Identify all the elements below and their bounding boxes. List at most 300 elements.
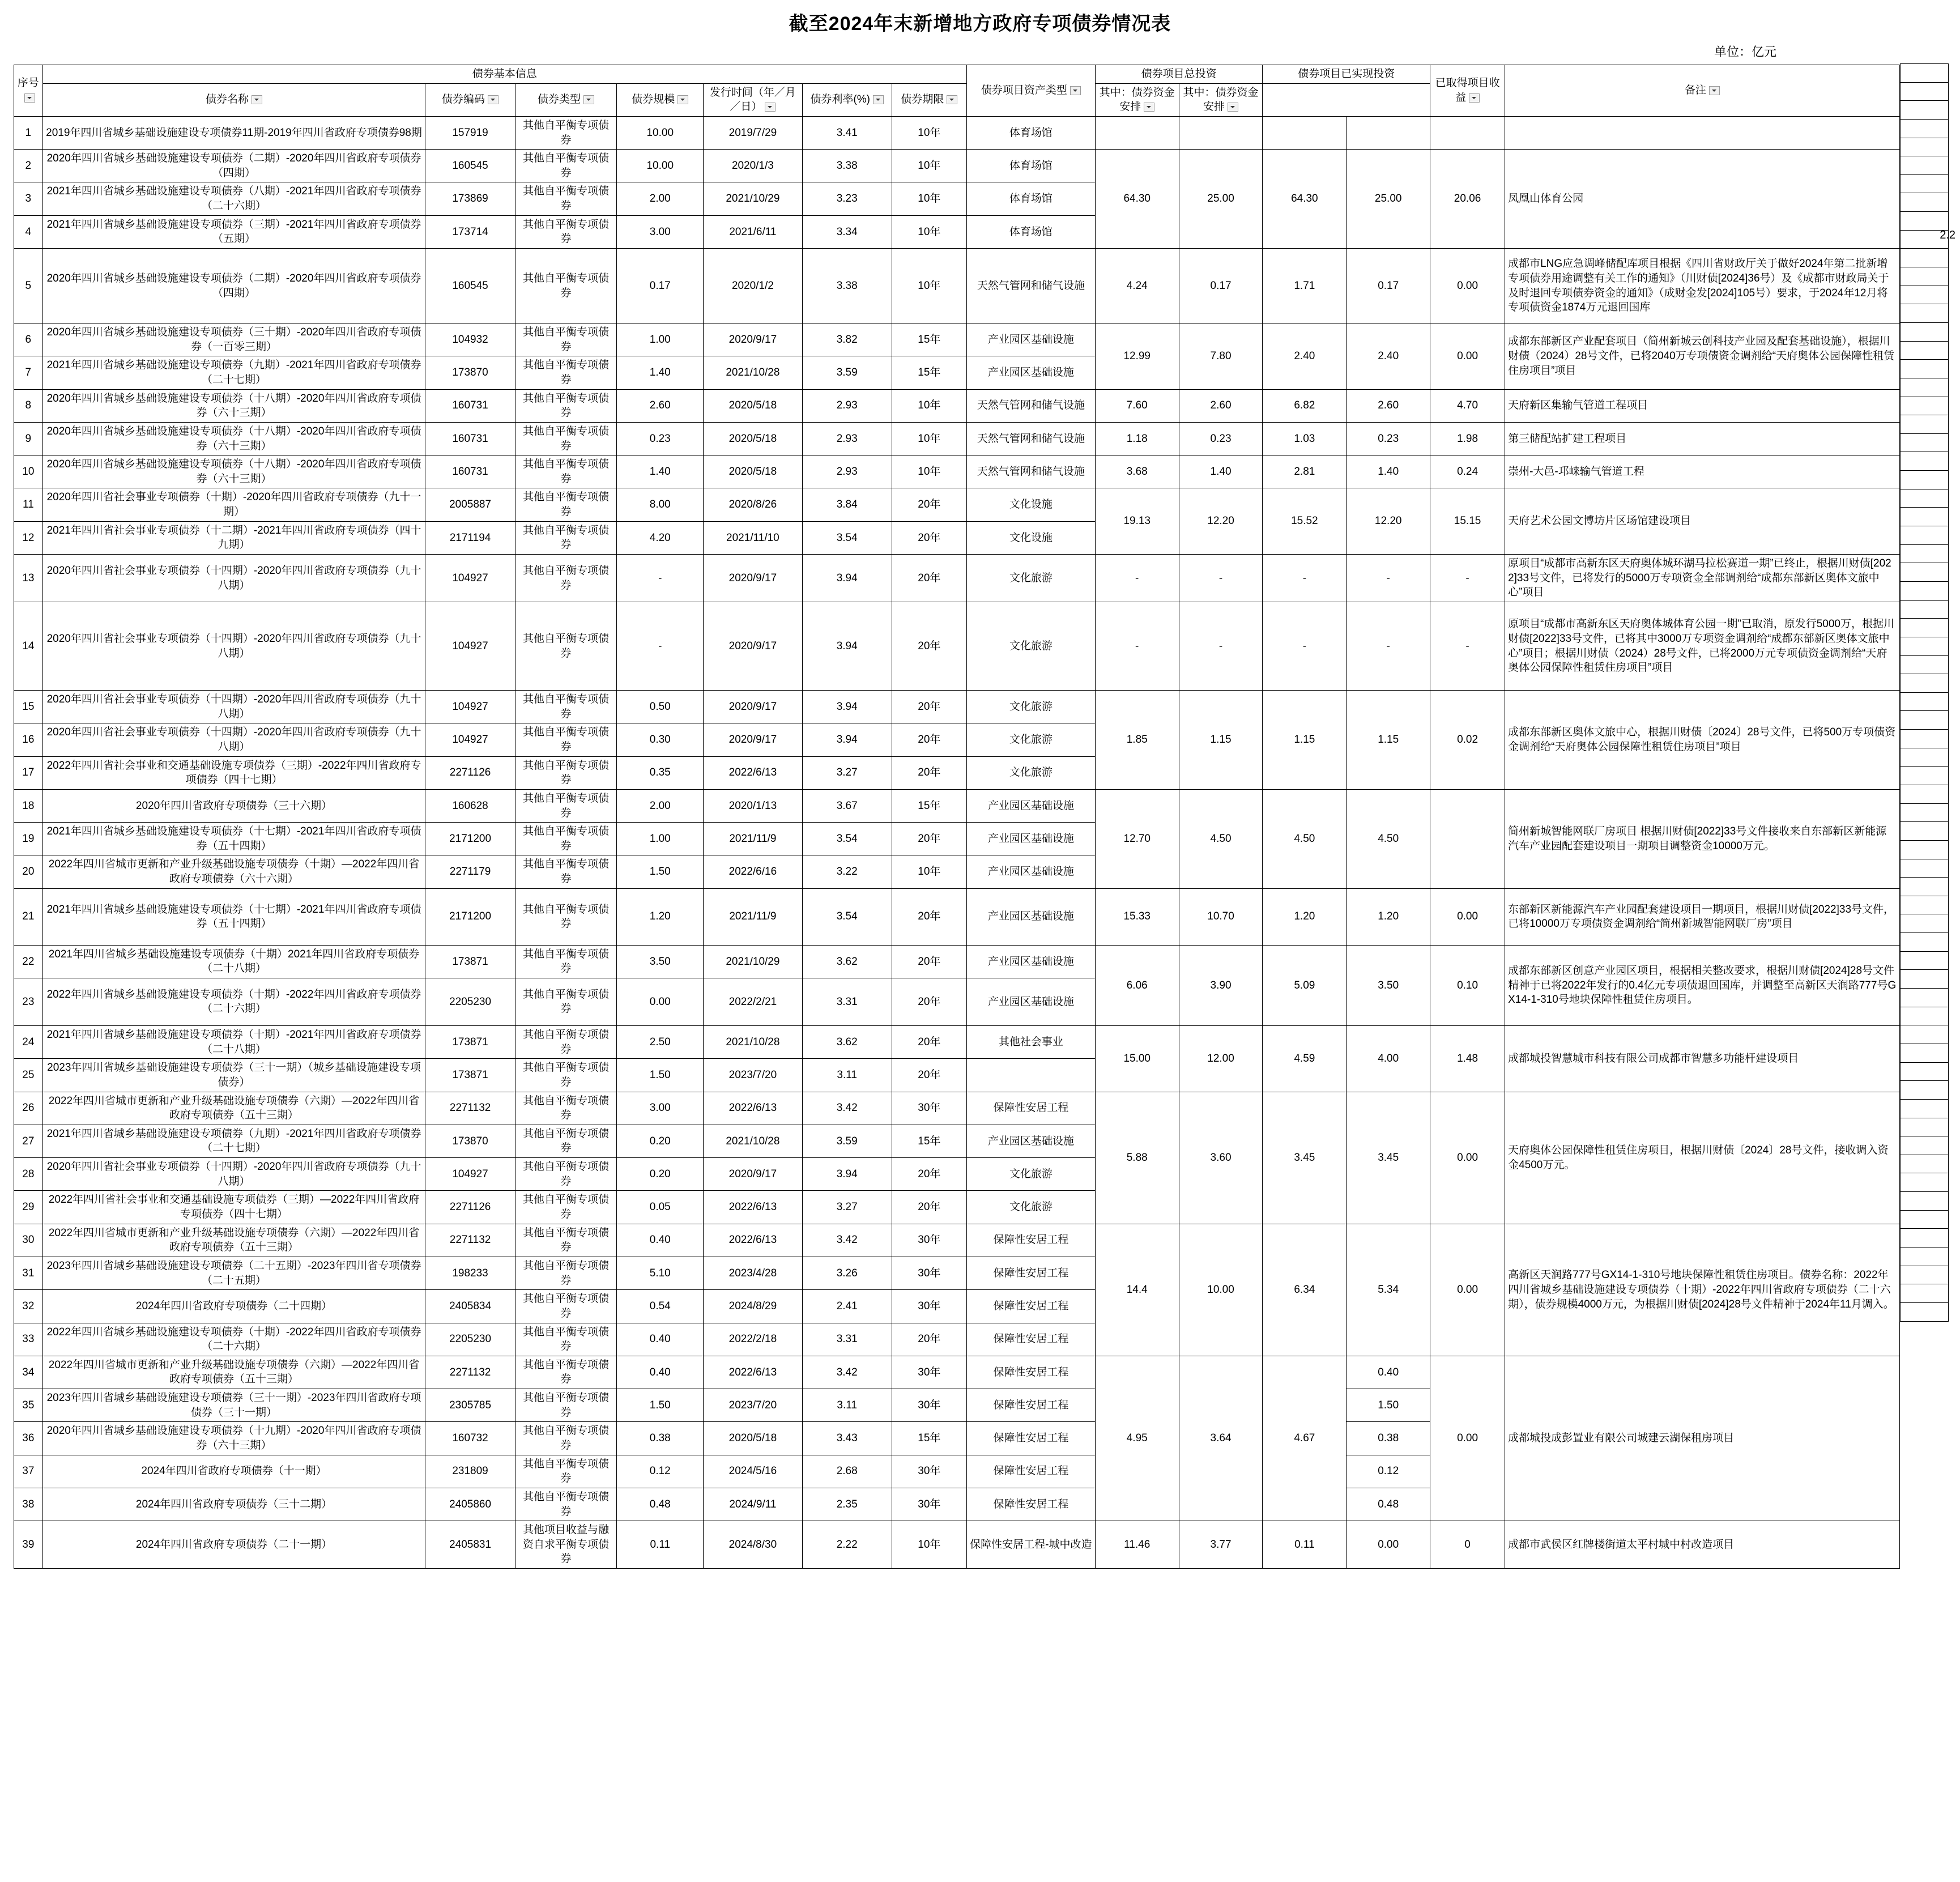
cell-total-invest: 3.68	[1095, 455, 1179, 488]
cell-total-invest-sub: 0.17	[1179, 249, 1263, 323]
cell-term: 20年	[892, 1191, 966, 1224]
cell-bond-name: 2022年四川省城乡基础设施建设专项债券（十期）-2022年四川省政府专项债券（二十六期）	[42, 1323, 425, 1356]
empty-grid-row	[1901, 508, 1949, 526]
cell-issue-date: 2020/1/13	[704, 789, 802, 822]
table-row[interactable]	[14, 1356, 1900, 1389]
empty-cell[interactable]	[1901, 1007, 1949, 1025]
header-bond-code-label: 债券编码	[442, 93, 485, 106]
empty-cell[interactable]	[1901, 581, 1949, 600]
cell-asset-type: 保障性安居工程	[966, 1092, 1095, 1125]
cell-bond-type: 其他自平衡专项债券	[515, 116, 616, 149]
cell-total-invest-sub: 1.40	[1179, 455, 1263, 488]
empty-grid-row	[1901, 489, 1949, 508]
cell-bond-scale: 1.00	[617, 323, 704, 356]
empty-cell[interactable]	[1901, 859, 1949, 878]
filter-icon[interactable]	[873, 95, 884, 104]
empty-cell[interactable]	[1901, 1302, 1949, 1321]
cell-term: 20年	[892, 978, 966, 1025]
cell-total-invest	[1095, 116, 1179, 149]
cell-bond-scale: 0.50	[617, 691, 704, 723]
cell-bond-code: 104927	[425, 1158, 515, 1191]
empty-cell[interactable]	[1901, 1136, 1949, 1155]
empty-cell[interactable]	[1901, 637, 1949, 655]
empty-cell[interactable]	[1901, 674, 1949, 693]
cell-rate: 3.38	[802, 150, 892, 182]
cell-total-invest: 15.00	[1095, 1025, 1179, 1092]
cell-rate: 3.31	[802, 1323, 892, 1356]
table-row[interactable]	[14, 249, 1900, 323]
cell-asset-type: 天然气管网和储气设施	[966, 422, 1095, 455]
table-row[interactable]	[14, 1092, 1900, 1125]
cell-done-invest-sub: 1.15	[1347, 691, 1430, 790]
cell-done-invest-sub: 4.50	[1347, 789, 1430, 888]
cell-seq: 7	[14, 356, 43, 389]
filter-icon[interactable]	[1228, 103, 1238, 112]
empty-cell[interactable]	[1901, 471, 1949, 489]
cell-rate: 3.84	[802, 488, 892, 521]
cell-bond-name: 2020年四川省社会事业专项债券（十四期）-2020年四川省政府专项债券（九十八期）	[42, 691, 425, 723]
cell-bond-type: 其他自平衡专项债券	[515, 602, 616, 691]
header-issue-date	[704, 83, 802, 116]
cell-bond-name: 2020年四川省社会事业专项债券（十四期）-2020年四川省政府专项债券（九十八期）	[42, 602, 425, 691]
empty-cell[interactable]	[1901, 692, 1949, 711]
cell-income: 0.10	[1430, 945, 1505, 1025]
cell-term: 20年	[892, 555, 966, 602]
cell-total-invest-sub: 0.23	[1179, 422, 1263, 455]
cell-term: 20年	[892, 1059, 966, 1092]
empty-cell[interactable]	[1901, 785, 1949, 803]
empty-grid-row	[1901, 1099, 1949, 1118]
filter-icon[interactable]	[678, 95, 688, 104]
cell-total-invest: 4.24	[1095, 249, 1179, 323]
empty-cell[interactable]	[1901, 267, 1949, 286]
cell-bond-name: 2021年四川省城乡基础设施建设专项债券（十七期）-2021年四川省政府专项债券（五十四期）	[42, 823, 425, 855]
header-total-sub-label: 其中：债券资金安排	[1099, 86, 1175, 113]
empty-cell[interactable]	[1901, 508, 1949, 526]
cell-issue-date: 2021/10/29	[704, 182, 802, 215]
empty-cell[interactable]	[1901, 489, 1949, 508]
cell-seq: 3	[14, 182, 43, 215]
cell-bond-name: 2023年四川省城乡基础设施建设专项债券（三十一期）-2023年四川省政府专项债券（三十一期）	[42, 1389, 425, 1422]
cell-rate: 2.93	[802, 422, 892, 455]
cell-total-invest: 4.95	[1095, 1356, 1179, 1521]
filter-icon[interactable]	[252, 95, 262, 104]
cell-seq: 13	[14, 555, 43, 602]
cell-bond-code: 2405831	[425, 1521, 515, 1569]
empty-cell[interactable]	[1901, 360, 1949, 378]
cell-rate: 2.35	[802, 1488, 892, 1521]
empty-grid-row	[1901, 878, 1949, 896]
empty-cell[interactable]	[1901, 452, 1949, 471]
empty-cell[interactable]	[1901, 840, 1949, 859]
empty-cell[interactable]	[1901, 1044, 1949, 1062]
cell-done-invest-sub: 0.38	[1347, 1422, 1430, 1455]
cell-rate: 3.94	[802, 555, 892, 602]
cell-rate: 3.59	[802, 1125, 892, 1157]
empty-cell[interactable]	[1901, 1284, 1949, 1303]
cell-bond-code: 2005887	[425, 488, 515, 521]
cell-issue-date: 2022/6/13	[704, 1092, 802, 1125]
cell-total-invest-sub	[1179, 116, 1263, 149]
cell-remark: 天府奥体公园保障性租赁住房项目，根据川财债〔2024〕28号文件，接收调入资金4500万元。	[1505, 1092, 1900, 1224]
filter-icon[interactable]	[24, 93, 35, 103]
cell-bond-name: 2020年四川省城乡基础设施建设专项债券（十八期）-2020年四川省政府专项债券（六十三期）	[42, 422, 425, 455]
empty-cell[interactable]	[1901, 397, 1949, 415]
empty-cell[interactable]	[1901, 1266, 1949, 1284]
cell-bond-scale: 5.10	[617, 1257, 704, 1289]
cell-bond-code: 2405860	[425, 1488, 515, 1521]
cell-bond-code: 2171200	[425, 888, 515, 945]
empty-cell[interactable]	[1901, 914, 1949, 933]
empty-cell[interactable]	[1901, 951, 1949, 970]
cell-term: 10年	[892, 422, 966, 455]
empty-cell[interactable]	[1901, 341, 1949, 360]
cell-bond-type: 其他自平衡专项债券	[515, 691, 616, 723]
cell-done-invest: 4.59	[1263, 1025, 1347, 1092]
cell-income: 0.24	[1430, 455, 1505, 488]
table-row[interactable]	[14, 945, 1900, 978]
filter-icon[interactable]	[947, 95, 957, 104]
cell-bond-scale: 2.50	[617, 1025, 704, 1058]
cell-bond-type: 其他自平衡专项债券	[515, 323, 616, 356]
empty-cell[interactable]	[1901, 138, 1949, 156]
cell-bond-code: 160545	[425, 249, 515, 323]
table-row[interactable]	[14, 1521, 1900, 1569]
cell-term: 30年	[892, 1455, 966, 1488]
empty-cell[interactable]	[1901, 64, 1949, 83]
cell-bond-code: 173871	[425, 945, 515, 978]
cell-income: 0.00	[1430, 249, 1505, 323]
empty-cell[interactable]	[1901, 249, 1949, 267]
cell-bond-scale: 1.50	[617, 1059, 704, 1092]
cell-bond-code: 198233	[425, 1257, 515, 1289]
cell-bond-type: 其他自平衡专项债券	[515, 823, 616, 855]
cell-bond-scale: 0.23	[617, 422, 704, 455]
cell-asset-type: 保障性安居工程	[966, 1389, 1095, 1422]
empty-grid-row	[1901, 82, 1949, 101]
cell-asset-type: 天然气管网和储气设施	[966, 455, 1095, 488]
table-row[interactable]	[14, 150, 1900, 182]
cell-done-invest: 64.30	[1263, 150, 1347, 249]
cell-bond-scale: 0.40	[617, 1224, 704, 1257]
cell-seq: 19	[14, 823, 43, 855]
empty-cell[interactable]	[1901, 544, 1949, 563]
empty-grid-row	[1901, 1044, 1949, 1062]
empty-cell[interactable]	[1901, 433, 1949, 452]
empty-grid-row	[1901, 397, 1949, 415]
empty-cell[interactable]	[1901, 1025, 1949, 1044]
cell-rate: 3.42	[802, 1224, 892, 1257]
bond-table	[14, 65, 1900, 1569]
empty-cell[interactable]	[1901, 1229, 1949, 1247]
cell-issue-date: 2021/11/10	[704, 521, 802, 554]
empty-cell[interactable]	[1901, 989, 1949, 1007]
empty-cell[interactable]	[1901, 619, 1949, 637]
cell-bond-scale: 2.60	[617, 389, 704, 422]
empty-grid-row	[1901, 1118, 1949, 1136]
empty-cell[interactable]	[1901, 803, 1949, 822]
cell-asset-type: 产业园区基础设施	[966, 1125, 1095, 1157]
cell-seq: 21	[14, 888, 43, 945]
cell-total-invest-sub: 2.60	[1179, 389, 1263, 422]
table-body	[14, 116, 1900, 1568]
table-row[interactable]	[14, 1224, 1900, 1257]
empty-cell[interactable]	[1901, 212, 1949, 231]
cell-issue-date: 2020/9/17	[704, 555, 802, 602]
cell-rate: 3.54	[802, 888, 892, 945]
empty-cell[interactable]	[1901, 1099, 1949, 1118]
cell-issue-date: 2024/8/30	[704, 1521, 802, 1569]
cell-income: 0.00	[1430, 888, 1505, 945]
cell-rate: 3.31	[802, 978, 892, 1025]
header-term	[892, 83, 966, 116]
cell-bond-name: 2020年四川省政府专项债券（三十六期）	[42, 789, 425, 822]
empty-grid-row	[1901, 1081, 1949, 1100]
cell-bond-name: 2020年四川省城乡基础设施建设专项债券（二期）-2020年四川省政府专项债券（四期）	[42, 150, 425, 182]
cell-rate: 3.94	[802, 1158, 892, 1191]
header-bond-type-label: 债券类型	[537, 93, 581, 106]
cell-issue-date: 2022/6/13	[704, 756, 802, 789]
empty-cell[interactable]	[1901, 767, 1949, 785]
empty-cell[interactable]	[1901, 156, 1949, 175]
empty-cell[interactable]	[1901, 822, 1949, 841]
filter-icon[interactable]	[488, 95, 498, 104]
cell-total-invest-sub: 3.77	[1179, 1521, 1263, 1569]
empty-cell[interactable]	[1901, 933, 1949, 952]
cell-income: 0.00	[1430, 1356, 1505, 1521]
table-row[interactable]	[14, 888, 1900, 945]
empty-cell[interactable]	[1901, 174, 1949, 193]
table-row[interactable]	[14, 323, 1900, 356]
table-row[interactable]	[14, 691, 1900, 723]
empty-cell[interactable]	[1901, 970, 1949, 989]
empty-grid-row	[1901, 174, 1949, 193]
empty-grid-row	[1901, 1266, 1949, 1284]
empty-cell[interactable]	[1901, 563, 1949, 582]
empty-grid-row	[1901, 1302, 1949, 1321]
cell-seq: 35	[14, 1389, 43, 1422]
cell-done-invest-sub: 5.34	[1347, 1224, 1430, 1356]
table-row[interactable]	[14, 455, 1900, 488]
empty-cell[interactable]	[1901, 878, 1949, 896]
cell-rate: 2.68	[802, 1455, 892, 1488]
header-bond-basic: 债券基本信息	[42, 65, 966, 84]
header-bond-scale	[617, 83, 704, 116]
table-row[interactable]	[14, 555, 1900, 602]
empty-cell[interactable]	[1901, 415, 1949, 434]
cell-seq: 34	[14, 1356, 43, 1389]
cell-rate: 3.42	[802, 1092, 892, 1125]
filter-icon[interactable]	[1070, 86, 1081, 95]
cell-total-invest: 64.30	[1095, 150, 1179, 249]
cell-bond-name: 2024年四川省政府专项债券（十一期）	[42, 1455, 425, 1488]
cell-remark: 东部新区新能源汽车产业园配套建设项目一期项目，根据川财债[2022]33号文件，已将10000万专项债资金调剂给“简州新城智能网联厂房”项目	[1505, 888, 1900, 945]
cell-income: 0.00	[1430, 323, 1505, 390]
cell-bond-type: 其他自平衡专项债券	[515, 945, 616, 978]
cell-asset-type: 产业园区基础设施	[966, 789, 1095, 822]
cell-total-invest: 6.06	[1095, 945, 1179, 1025]
empty-cell[interactable]	[1901, 730, 1949, 748]
cell-bond-type: 其他自平衡专项债券	[515, 756, 616, 789]
cell-remark: 原项目“成都市高新东区天府奥体城环湖马拉松赛道一期”已终止，根据川财债[2022]33号文件，已将发行的5000万专项资金全部调剂给“成都东部新区奥体文旅中心”项目	[1505, 555, 1900, 602]
empty-cell[interactable]	[1901, 82, 1949, 101]
cell-bond-code: 157919	[425, 116, 515, 149]
empty-cell[interactable]	[1901, 193, 1949, 212]
cell-asset-type: 产业园区基础设施	[966, 888, 1095, 945]
empty-cell[interactable]	[1901, 322, 1949, 341]
cell-term: 30年	[892, 1356, 966, 1389]
cell-total-invest-sub: 10.00	[1179, 1224, 1263, 1356]
cell-bond-type: 其他项目收益与融资自求平衡专项债券	[515, 1521, 616, 1569]
empty-cell[interactable]	[1901, 1173, 1949, 1192]
empty-cell[interactable]	[1901, 896, 1949, 914]
cell-income: 0.00	[1430, 1224, 1505, 1356]
cell-rate: 3.11	[802, 1389, 892, 1422]
cell-seq: 39	[14, 1521, 43, 1569]
cell-term: 10年	[892, 249, 966, 323]
cell-bond-type: 其他自平衡专项债券	[515, 1158, 616, 1191]
cell-bond-type: 其他自平衡专项债券	[515, 1356, 616, 1389]
header-remark	[1505, 65, 1900, 117]
cell-bond-type: 其他自平衡专项债券	[515, 1389, 616, 1422]
cell-term: 15年	[892, 1422, 966, 1455]
cell-asset-type: 文化旅游	[966, 723, 1095, 756]
cell-bond-type: 其他自平衡专项债券	[515, 455, 616, 488]
cell-asset-type: 文化设施	[966, 488, 1095, 521]
cell-term: 30年	[892, 1488, 966, 1521]
empty-cell[interactable]	[1901, 655, 1949, 674]
table-row[interactable]	[14, 389, 1900, 422]
cell-bond-type: 其他自平衡专项债券	[515, 1290, 616, 1323]
table-row[interactable]	[14, 488, 1900, 521]
cell-term: 30年	[892, 1092, 966, 1125]
cell-total-invest: 12.99	[1095, 323, 1179, 390]
filter-icon[interactable]	[1469, 93, 1480, 103]
cell-bond-code: 173714	[425, 215, 515, 248]
cell-bond-name: 2020年四川省城乡基础设施建设专项债券（十九期）-2020年四川省政府专项债券（六十三期）	[42, 1422, 425, 1455]
cell-seq: 1	[14, 116, 43, 149]
cell-asset-type: 保障性安居工程	[966, 1224, 1095, 1257]
cell-asset-type: 产业园区基础设施	[966, 323, 1095, 356]
empty-cell[interactable]	[1901, 1247, 1949, 1266]
cell-rate: 3.27	[802, 756, 892, 789]
cell-issue-date: 2020/8/26	[704, 488, 802, 521]
filter-icon[interactable]	[1144, 103, 1154, 112]
cell-remark: 成都市LNG应急调峰储配库项目根据《四川省财政厅关于做好2024年第二批新增专项债券用途调整有关工作的通知》（川财债[2024]36号）及《成都市财政局关于及时退回专项债券资金的通知》（成财金发[2024]105号）要求，于2024年12月将专项债资金1874万元退回国库	[1505, 249, 1900, 323]
cell-remark: 凤凰山体育公园	[1505, 150, 1900, 249]
cell-bond-name: 2024年四川省政府专项债券（二十四期）	[42, 1290, 425, 1323]
cell-total-invest: 15.33	[1095, 888, 1179, 945]
cell-total-invest-sub: 25.00	[1179, 150, 1263, 249]
empty-cell[interactable]	[1901, 600, 1949, 619]
empty-cell[interactable]	[1901, 304, 1949, 323]
cell-total-invest-sub: 10.70	[1179, 888, 1263, 945]
empty-cell[interactable]	[1901, 378, 1949, 397]
cell-rate: 3.27	[802, 1191, 892, 1224]
cell-income: 1.98	[1430, 422, 1505, 455]
header-bond-scale-label: 债券规模	[632, 93, 675, 106]
cell-bond-type: 其他自平衡专项债券	[515, 356, 616, 389]
cell-issue-date: 2019/7/29	[704, 116, 802, 149]
cell-bond-code: 104927	[425, 602, 515, 691]
table-row[interactable]	[14, 422, 1900, 455]
cell-bond-name: 2021年四川省社会事业专项债券（十二期）-2021年四川省政府专项债券（四十九期）	[42, 521, 425, 554]
empty-cell[interactable]	[1901, 1155, 1949, 1173]
table-row[interactable]	[14, 789, 1900, 822]
cell-bond-type: 其他自平衡专项债券	[515, 422, 616, 455]
cell-bond-name: 2020年四川省社会事业专项债券（十期）-2020年四川省政府专项债券（九十一期）	[42, 488, 425, 521]
cell-done-invest-sub: 2.60	[1347, 389, 1430, 422]
cell-rate: 2.93	[802, 455, 892, 488]
empty-grid-row	[1901, 859, 1949, 878]
header-rate	[802, 83, 892, 116]
filter-icon[interactable]	[1709, 86, 1720, 95]
cell-bond-name: 2021年四川省城乡基础设施建设专项债券（十七期）-2021年四川省政府专项债券（五十四期）	[42, 888, 425, 945]
filter-icon[interactable]	[583, 95, 594, 104]
cell-bond-type: 其他自平衡专项债券	[515, 182, 616, 215]
cell-term: 10年	[892, 1521, 966, 1569]
empty-grid-row	[1901, 711, 1949, 730]
cell-asset-type: 文化旅游	[966, 756, 1095, 789]
cell-bond-scale: 0.35	[617, 756, 704, 789]
cell-bond-scale: 0.20	[617, 1158, 704, 1191]
table-row[interactable]	[14, 602, 1900, 691]
empty-grid-row	[1901, 989, 1949, 1007]
table-row[interactable]	[14, 116, 1900, 149]
empty-cell[interactable]	[1901, 1081, 1949, 1100]
empty-cell[interactable]	[1901, 230, 1949, 249]
cell-bond-type: 其他自平衡专项债券	[515, 888, 616, 945]
empty-cell[interactable]	[1901, 119, 1949, 138]
cell-rate: 3.62	[802, 945, 892, 978]
empty-cell[interactable]	[1901, 1192, 1949, 1211]
empty-cell[interactable]	[1901, 748, 1949, 767]
cell-bond-name: 2020年四川省城乡基础设施建设专项债券（三十期）-2020年四川省政府专项债券（一百零三期）	[42, 323, 425, 356]
cell-issue-date: 2022/6/13	[704, 1356, 802, 1389]
empty-cell[interactable]	[1901, 101, 1949, 120]
cell-seq: 17	[14, 756, 43, 789]
cell-income	[1430, 116, 1505, 149]
filter-icon[interactable]	[765, 103, 776, 112]
empty-cell[interactable]	[1901, 1062, 1949, 1081]
cell-asset-type: 文化旅游	[966, 602, 1095, 691]
empty-cell[interactable]	[1901, 1118, 1949, 1136]
floating-value: 2.2	[1940, 229, 1955, 241]
cell-issue-date: 2020/5/18	[704, 1422, 802, 1455]
cell-asset-type: 保障性安居工程-城中改造	[966, 1521, 1095, 1569]
table-row[interactable]	[14, 1025, 1900, 1058]
cell-asset-type: 保障性安居工程	[966, 1488, 1095, 1521]
empty-cell[interactable]	[1901, 286, 1949, 304]
cell-seq: 32	[14, 1290, 43, 1323]
empty-cell[interactable]	[1901, 526, 1949, 545]
cell-done-invest: 0.11	[1263, 1521, 1347, 1569]
empty-cell[interactable]	[1901, 711, 1949, 730]
cell-bond-scale: 3.00	[617, 215, 704, 248]
empty-grid-row	[1901, 1173, 1949, 1192]
cell-asset-type: 保障性安居工程	[966, 1455, 1095, 1488]
cell-seq: 10	[14, 455, 43, 488]
empty-grid-row	[1901, 730, 1949, 748]
cell-bond-type: 其他自平衡专项债券	[515, 1025, 616, 1058]
cell-done-invest-sub: 0.00	[1347, 1521, 1430, 1569]
cell-done-invest-sub: -	[1347, 555, 1430, 602]
cell-asset-type: 文化旅游	[966, 1158, 1095, 1191]
empty-cell[interactable]	[1901, 1210, 1949, 1229]
cell-remark: 成都市武侯区红牌楼街道太平村城中村改造项目	[1505, 1521, 1900, 1569]
empty-grid-row	[1901, 1136, 1949, 1155]
cell-remark: 成都东部新区创意产业园区项目，根据相关整改要求，根据川财债[2024]28号文件精神于已将2022年发行的0.4亿元专项债退回国库，并调整至高新区天润路777号GX14-1-310号地块保障性租赁住房项目。	[1505, 945, 1900, 1025]
